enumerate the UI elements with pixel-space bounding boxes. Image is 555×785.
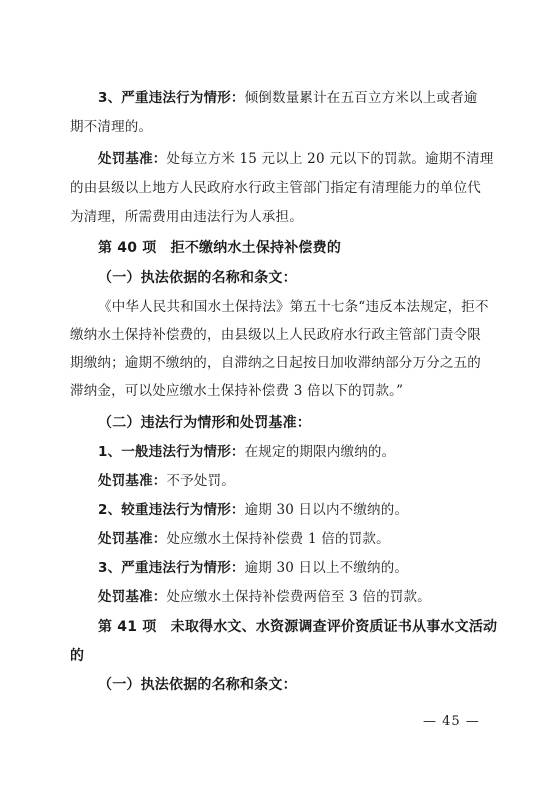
case-label: 处罚基准： [98, 531, 167, 547]
case-text: 逾期 30 日以内不缴纳的。 [244, 502, 409, 518]
item41-title-line1: 第 41 项 未取得水文、水资源调查评价资质证书从事水文活动 [98, 619, 498, 635]
page-number: — 45 — [423, 714, 480, 729]
item40-law-line4: 滞纳金，可以处应缴水土保持补偿费 3 倍以下的罚款。” [70, 383, 404, 399]
case-text: 不予处罚。 [166, 473, 235, 489]
p1-label: 3、严重违法行为情形： [98, 90, 245, 106]
item40-law-line2: 缴纳水土保持补偿费的，由县级以上人民政府水行政主管部门责令限 [70, 327, 481, 343]
case-row [98, 442, 395, 462]
case-text: 处应缴水土保持补偿费 1 倍的罚款。 [166, 531, 390, 547]
item40-law-line3: 期缴纳；逾期不缴纳的，自滞纳之日起按日加收滞纳部分万分之五的 [70, 355, 481, 371]
case-row [98, 558, 408, 578]
case-label: 处罚基准： [98, 473, 167, 489]
p1-line2: 期不清理的。 [70, 119, 153, 135]
item40-law-line1: 《中华人民共和国水土保持法》第五十七条“违反本法规定，拒不 [98, 299, 489, 315]
p2-line3: 为清理，所需费用由违法行为人承担。 [70, 209, 303, 225]
case-text: 在规定的期限内缴纳的。 [244, 444, 396, 460]
item40-section2-heading: （二）违法行为情形和处罚基准： [98, 415, 311, 431]
case-row [98, 500, 408, 520]
p2-label: 处罚基准： [98, 151, 167, 167]
p2-text: 处每立方米 15 元以上 20 元以下的罚款。逾期不清理 [166, 151, 494, 167]
case-row [98, 529, 390, 549]
item41-section1-heading: （一）执法依据的名称和条文： [98, 677, 297, 693]
case-text: 处应缴水土保持补偿费两倍至 3 倍的罚款。 [166, 589, 431, 605]
p1-text: 倾倒数量累计在五百立方米以上或者逾 [244, 90, 478, 106]
case-row [98, 471, 235, 491]
case-label: 处罚基准： [98, 589, 167, 605]
item41-title-line2: 的 [70, 648, 85, 664]
case-label: 3、严重违法行为情形： [98, 560, 245, 576]
case-label: 2、较重违法行为情形： [98, 502, 245, 518]
case-label: 1、一般违法行为情形： [98, 444, 245, 460]
case-row [98, 587, 431, 607]
p2-line1 [98, 149, 494, 169]
item40-title: 第 40 项 拒不缴纳水土保持补偿费的 [98, 240, 342, 256]
case-text: 逾期 30 日以上不缴纳的。 [244, 560, 409, 576]
p2-line2: 的由县级以上地方人民政府水行政主管部门指定有清理能力的单位代 [70, 180, 481, 196]
p1-line1 [98, 88, 478, 108]
item40-section1-heading: （一）执法依据的名称和条文： [98, 270, 297, 286]
